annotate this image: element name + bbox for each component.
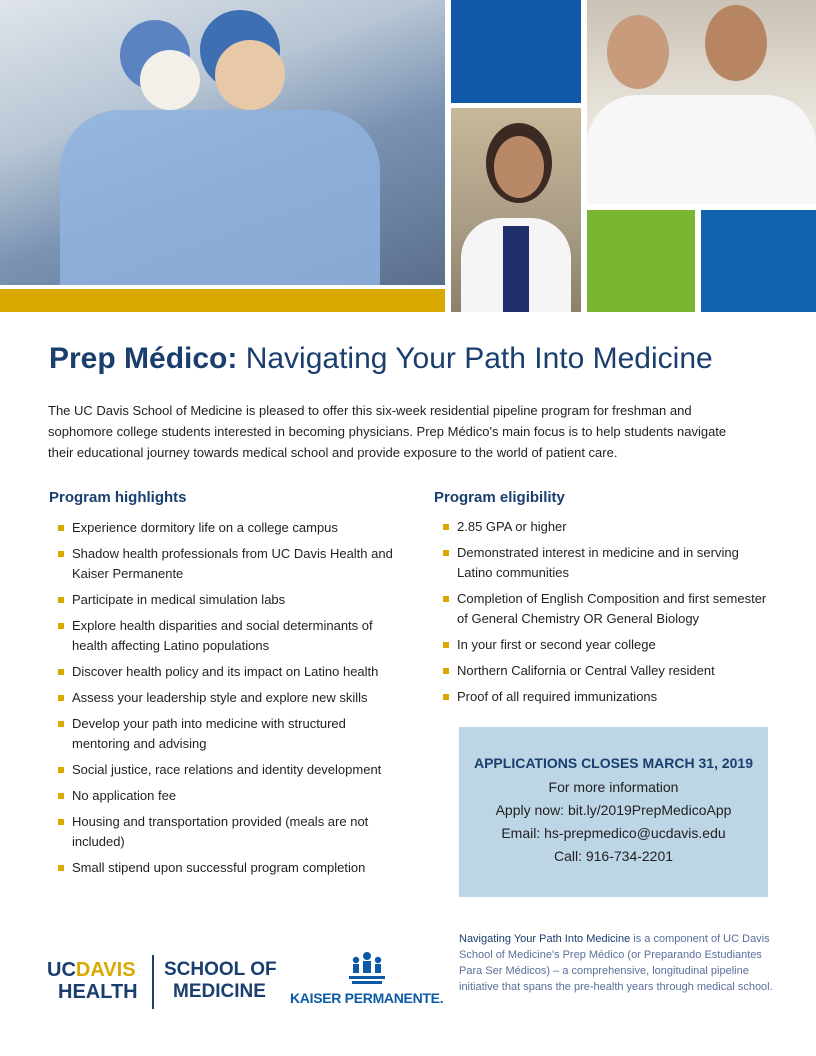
uc-davis-health-logo <box>47 955 287 1015</box>
list-item-text: Housing and transportation provided (meals are not included) <box>72 814 369 849</box>
bullet-square-icon <box>58 793 64 799</box>
student-woman-photo <box>451 108 581 312</box>
list-item <box>48 662 398 682</box>
list-item <box>48 858 398 878</box>
title-rest: Navigating Your Path Into Medicine <box>237 342 713 375</box>
applications-deadline: APPLICATIONS CLOSES MARCH 31, 2019 <box>473 755 754 771</box>
list-item-text: In your first or second year college <box>457 637 656 652</box>
list-item-text: Social justice, race relations and identity development <box>72 762 382 777</box>
ucd-davis: DAVIS <box>75 959 136 981</box>
list-item <box>48 616 398 656</box>
blue-tile-right <box>701 210 816 312</box>
list-item-text: 2.85 GPA or higher <box>457 519 567 534</box>
list-item <box>433 661 768 681</box>
surgeon-face-shape <box>215 40 285 110</box>
list-item <box>48 786 398 806</box>
surgeons-photo <box>0 0 445 285</box>
ucd-health: HEALTH <box>58 981 138 1003</box>
bullet-square-icon <box>58 767 64 773</box>
program-footnote <box>459 931 779 995</box>
footnote-bold: Navigating Your Path Into Medicine <box>459 933 631 945</box>
bullet-square-icon <box>443 694 449 700</box>
face-shape-1 <box>607 15 669 89</box>
face-shape <box>494 136 544 198</box>
bullet-square-icon <box>443 550 449 556</box>
list-item-text: Small stipend upon successful program completion <box>72 860 366 875</box>
list-item <box>433 687 768 707</box>
email-link[interactable]: Email: hs-prepmedico@ucdavis.edu <box>501 825 726 841</box>
kaiser-wordmark: KAISER PERMANENTE. <box>290 990 444 1006</box>
logo-divider <box>152 955 154 1009</box>
kaiser-symbol-icon <box>348 950 386 986</box>
ucd-wordmark <box>47 959 136 981</box>
bullet-square-icon <box>58 623 64 629</box>
highlights-list <box>48 518 398 884</box>
list-item <box>48 812 398 852</box>
bullet-square-icon <box>58 669 64 675</box>
bullet-square-icon <box>443 642 449 648</box>
medicine-text: MEDICINE <box>173 981 266 1002</box>
list-item <box>48 518 398 538</box>
list-item-text: Participate in medical simulation labs <box>72 592 286 607</box>
bullet-square-icon <box>58 597 64 603</box>
list-item-text: Completion of English Composition and first semester of General Chemistry OR General Biology <box>457 591 767 626</box>
face-shape-2 <box>705 5 767 81</box>
list-item <box>48 688 398 708</box>
more-info-text: For more information <box>548 779 679 795</box>
blue-top-shape <box>503 226 529 312</box>
eligibility-list <box>433 517 768 713</box>
list-item-text: Northern California or Central Valley resident <box>457 663 715 678</box>
list-item-text: Shadow health professionals from UC Davis Health and Kaiser Permanente <box>72 546 393 581</box>
green-tile <box>587 210 695 312</box>
bullet-square-icon <box>443 668 449 674</box>
list-item <box>48 714 398 754</box>
apply-link[interactable]: Apply now: bit.ly/2019PrepMedicoApp <box>495 802 732 818</box>
list-item <box>48 760 398 780</box>
phone-text: Call: 916-734-2201 <box>553 848 674 864</box>
list-item-text: Experience dormitory life on a college campus <box>72 520 338 535</box>
white-coats-shape <box>587 95 816 204</box>
title-bold: Prep Médico: <box>49 342 238 375</box>
blue-tile-top <box>451 0 581 103</box>
list-item-text: Develop your path into medicine with structured mentoring and advising <box>72 716 346 751</box>
footnote-rest: is a component of UC Davis School of Medicine's Prep Médico (or Preparando Estudiantes Para Ser Médicos) – a comprehensive, longitudinal pipeline initiative that spans the pre-health years through medical school. <box>459 933 773 993</box>
list-item-text: Assess your leadership style and explore new skills <box>72 690 368 705</box>
highlights-heading: Program highlights <box>49 489 187 506</box>
intro-paragraph: The UC Davis School of Medicine is pleased to offer this six-week residential pipeline program for freshman and sophomore college students interested in becoming physicians. Prep Médico's main focus is to help students navigate their educational journey towards medical school and provide exposure to the world of patient care. <box>48 403 727 460</box>
bullet-square-icon <box>443 596 449 602</box>
list-item-text: Discover health policy and its impact on Latino health <box>72 664 379 679</box>
list-item <box>433 543 768 583</box>
list-item-text: Explore health disparities and social determinants of health affecting Latino populations <box>72 618 373 653</box>
ucd-uc: UC <box>47 959 76 981</box>
school-of-text: SCHOOL OF <box>164 959 277 980</box>
surgeon-gowns-shape <box>60 110 380 285</box>
list-item <box>433 517 768 537</box>
gold-accent-bar <box>0 289 445 312</box>
eligibility-heading: Program eligibility <box>434 489 565 506</box>
applications-box <box>459 727 768 897</box>
page-title <box>49 340 789 378</box>
students-men-photo <box>587 0 816 204</box>
list-item-text: No application fee <box>72 788 177 803</box>
list-item <box>48 544 398 584</box>
kaiser-permanente-logo <box>290 950 455 1015</box>
bullet-square-icon <box>58 525 64 531</box>
list-item <box>433 635 768 655</box>
bullet-square-icon <box>443 524 449 530</box>
bullet-square-icon <box>58 721 64 727</box>
bullet-square-icon <box>58 551 64 557</box>
list-item <box>433 589 768 629</box>
bullet-square-icon <box>58 695 64 701</box>
bullet-square-icon <box>58 865 64 871</box>
list-item-text: Proof of all required immunizations <box>457 689 658 704</box>
list-item-text: Demonstrated interest in medicine and in serving Latino communities <box>457 545 739 580</box>
list-item <box>48 590 398 610</box>
surgeon-mask-shape <box>140 50 200 110</box>
bullet-square-icon <box>58 819 64 825</box>
